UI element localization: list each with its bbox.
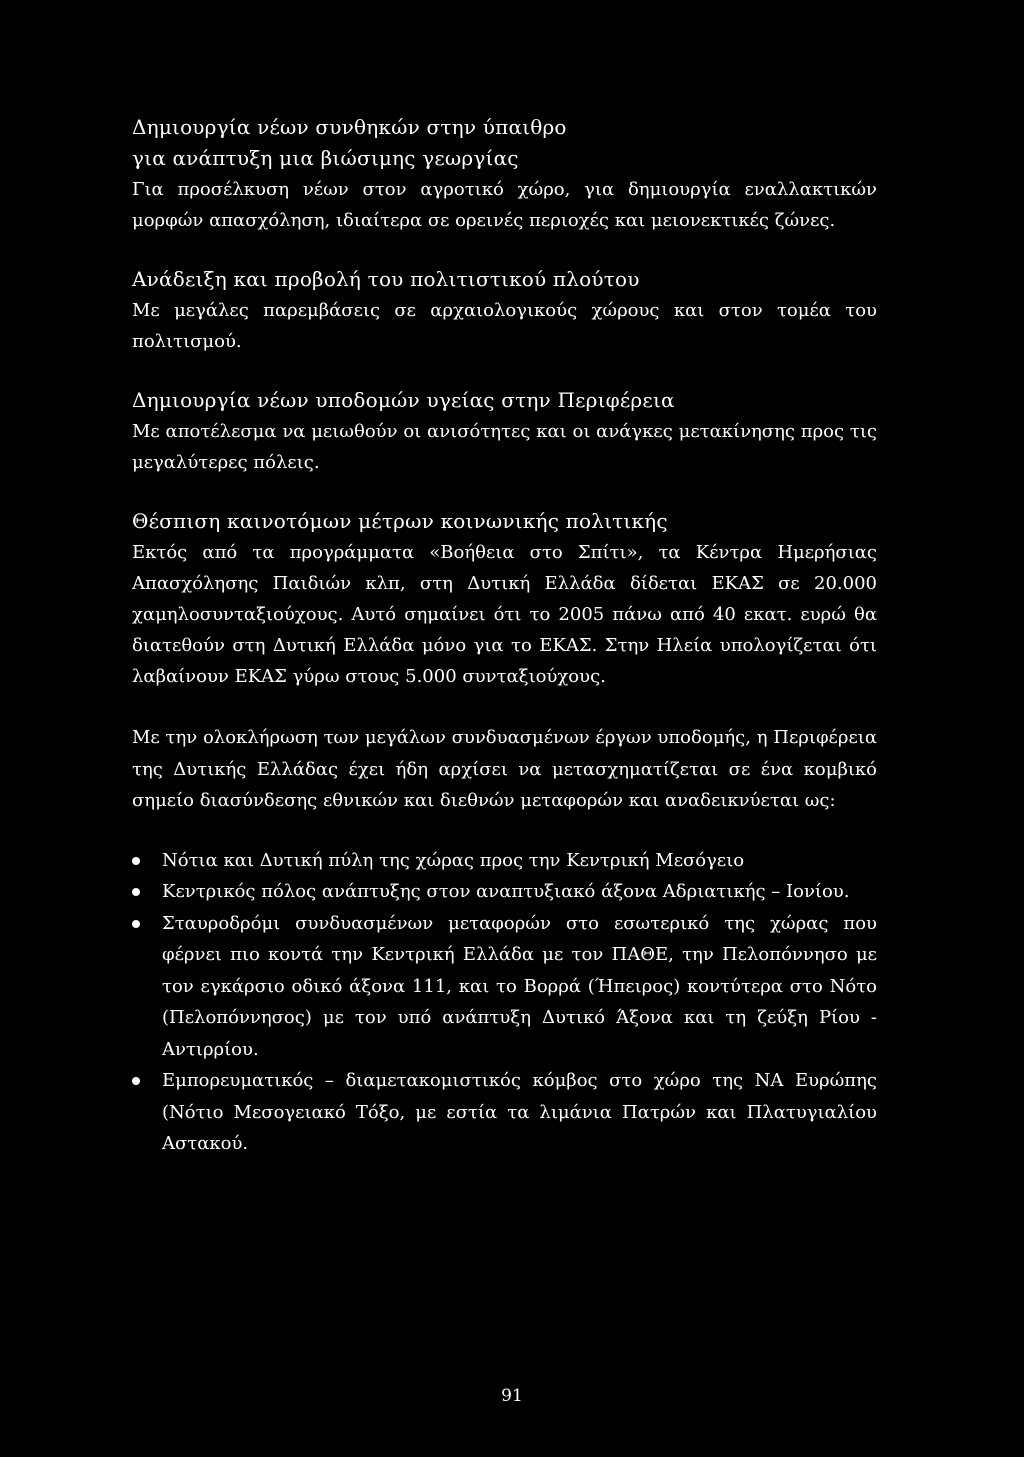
list-item [132,908,877,1066]
intro-paragraph: Με την ολοκλήρωση των μεγάλων συνδυασμένων έργων υποδομής, η Περιφέρεια της Δυτικής Ελλάδας έχει ήδη αρχίσει να μετασχηματίζεται σε ένα κομβικό σημείο διασύνδεσης εθνικών και διεθνών μεταφορών και αναδεικνύεται ως: [132,727,877,811]
section-heading [132,112,877,174]
bullet-list [132,845,877,1160]
section-cultural-heritage [132,264,877,357]
list-item-text: Σταυροδρόμι συνδυασμένων μεταφορών στο εσωτερικό της χώρας που φέρνει πιο κοντά την Κεντρική Ελλάδα με τον ΠΑΘΕ, την Πελοπόννησο με τον εγκάρσιο οδικό άξονα 111, και το Βορρά (Ήπειρος) κοντύτερα στο Νότο (Πελοπόννησος) με τον υπό ανάπτυξη Δυτικό Άξονα και τη ζεύξη Ρίου - Αντιρρίου. [162,912,877,1060]
bullet-icon [132,857,140,865]
section-social-policy [132,506,877,692]
bullet-icon [132,1077,140,1085]
section-rural-development [132,112,877,236]
section-health-infrastructure [132,385,877,478]
section-body: Για προσέλκυση νέων στον αγροτικό χώρο, για δημιουργία εναλλακτικών μορφών απασχόληση, ιδιαίτερα σε ορεινές περιοχές και μειονεκτικές ζώνες. [132,179,877,231]
list-item-text: Νότια και Δυτική πύλη της χώρας προς την Κεντρική Μεσόγειο [162,849,745,871]
section-heading [132,264,877,295]
section-heading [132,506,877,537]
list-item [132,845,877,877]
heading-line: για ανάπτυξη μια βιώσιμης γεωργίας [132,146,519,170]
section-body: Εκτός από τα προγράμματα «Βοήθεια στο Σπίτι», τα Κέντρα Ημερήσιας Απασχόλησης Παιδιών κλπ, στη Δυτική Ελλάδα δίδεται ΕΚΑΣ σε 20.000 χαμηλοσυνταξιούχους. Αυτό σημαίνει ότι το 2005 πάνω από 40 εκατ. ευρώ θα διατεθούν στη Δυτική Ελλάδα μόνο για το ΕΚΑΣ. Στην Ηλεία υπολογίζεται ότι λαβαίνουν ΕΚΑΣ γύρω στους 5.000 συνταξιούχους. [132,542,877,687]
section-body: Με αποτέλεσμα να μειωθούν οι ανισότητες και οι ανάγκες μετακίνησης προς τις μεγαλύτερες πόλεις. [132,421,877,473]
heading-line: Δημιουργία νέων υποδομών υγείας στην Περιφέρεια [132,388,675,412]
heading-line: Ανάδειξη και προβολή του πολιτιστικού πλούτου [132,267,640,291]
list-item-text: Εμπορευματικός – διαμετακομιστικός κόμβος στο χώρο της ΝΑ Ευρώπης (Νότιο Μεσογειακό Τόξο, με εστία τα λιμάνια Πατρών και Πλατυγιαλίου Αστακού. [162,1070,877,1154]
list-item-text: Κεντρικός πόλος ανάπτυξης στον αναπτυξιακό άξονα Αδριατικής – Ιονίου. [162,881,850,902]
section-body: Με μεγάλες παρεμβάσεις σε αρχαιολογικούς χώρους και στον τομέα του πολιτισμού. [132,300,877,352]
page-number: 91 [501,1386,523,1406]
heading-line: Δημιουργία νέων συνθηκών στην ύπαιθρο [132,115,567,139]
heading-line: Θέσπιση καινοτόμων μέτρων κοινωνικής πολιτικής [132,509,668,533]
list-item [132,876,877,908]
document-page [132,112,877,1160]
list-item [132,1065,877,1160]
bullet-icon [132,920,140,928]
bullet-icon [132,888,140,896]
section-heading [132,385,877,416]
